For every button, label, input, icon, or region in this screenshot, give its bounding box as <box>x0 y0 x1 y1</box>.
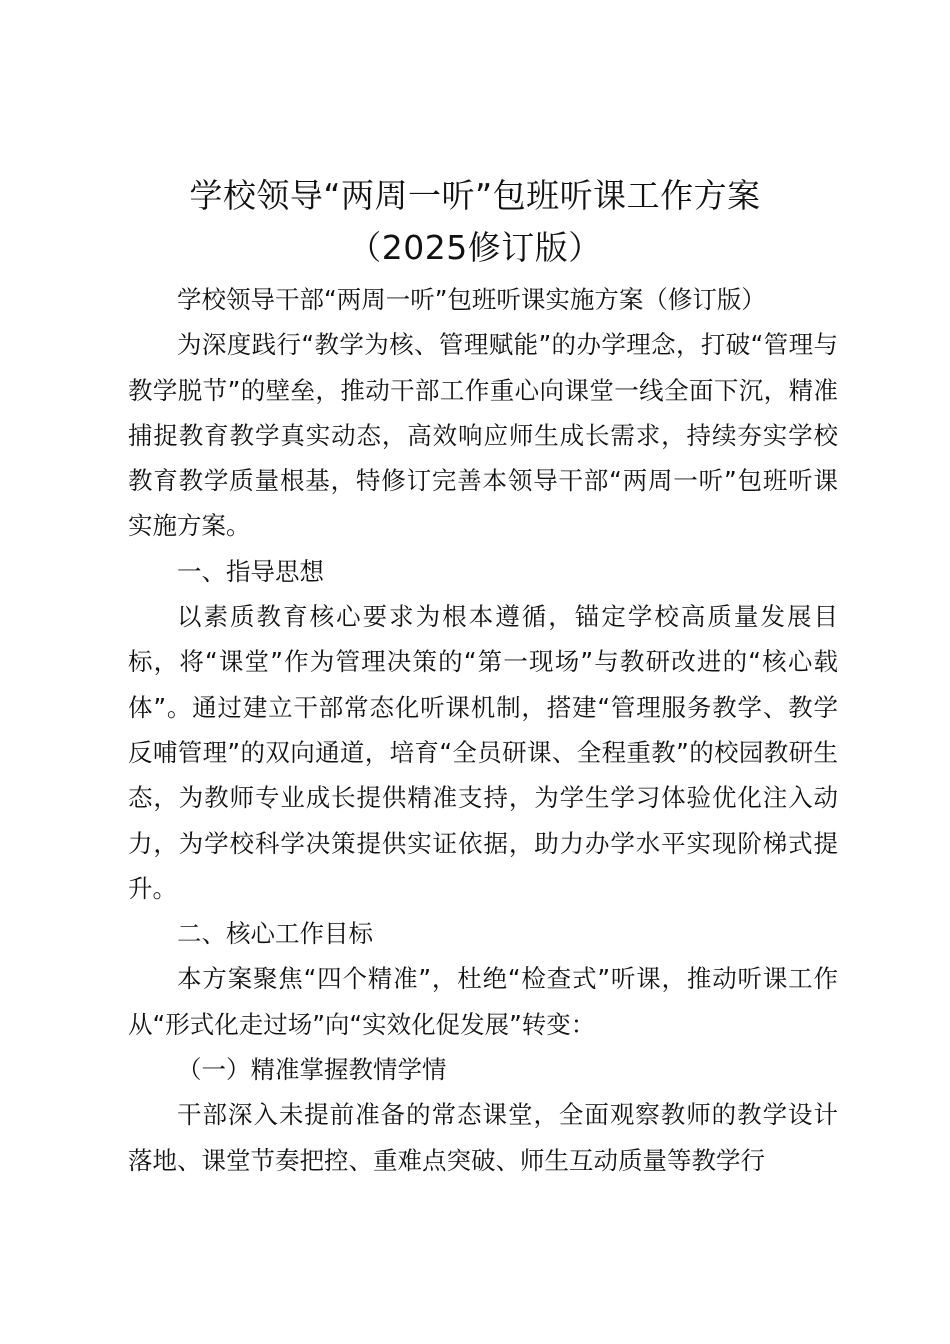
intro-paragraph: 为深度践行“教学为核、管理赋能”的办学理念，打破“管理与教学脱节”的壁垒，推动干部工作重心向课堂一线全面下沉，精准捕捉教育教学真实动态，高效响应师生成长需求，持续夯实学校教育教学质量根基，特修订完善本领导干部“两周一听”包班听课实施方案。 <box>128 330 838 541</box>
document-body <box>128 277 838 1183</box>
section-paragraph-guiding-ideology: 以素质教育核心要求为根本遵循，锚定学校高质量发展目标，将“课堂”作为管理决策的“第一现场”与教研改进的“核心载体”。通过建立干部常态化听课机制，搭建“管理服务教学、教学反哺管理”的双向通道，培育“全员研课、全程重教”的校园教研生态，为教师专业成长提供精准支持，为学生学习体验优化注入动力，为学校科学决策提供实证依据，助力办学水平实现阶梯式提升。 <box>128 602 838 903</box>
section-heading-core-goals: 二、核心工作目标 <box>177 919 373 949</box>
subsection-heading-teaching-status: （一）精准掌握教情学情 <box>177 1055 447 1085</box>
subsection-paragraph-teaching-status: 干部深入未提前准备的常态课堂，全面观察教师的教学设计落地、课堂节奏把控、重难点突破、师生互动质量等教学行 <box>128 1100 838 1175</box>
section-paragraph-core-goals: 本方案聚焦“四个精准”，杜绝“检查式”听课，推动听课工作从“形式化走过场”向“实效化促发展”转变： <box>128 964 838 1039</box>
document-subtitle: 学校领导干部“两周一听”包班听课实施方案（修订版） <box>177 285 766 314</box>
document-title: 学校领导“两周一听”包班听课工作方案 <box>189 176 761 215</box>
section-heading-guiding-ideology: 一、指导思想 <box>177 556 324 586</box>
document-title-edition: （2025修订版） <box>348 228 602 267</box>
